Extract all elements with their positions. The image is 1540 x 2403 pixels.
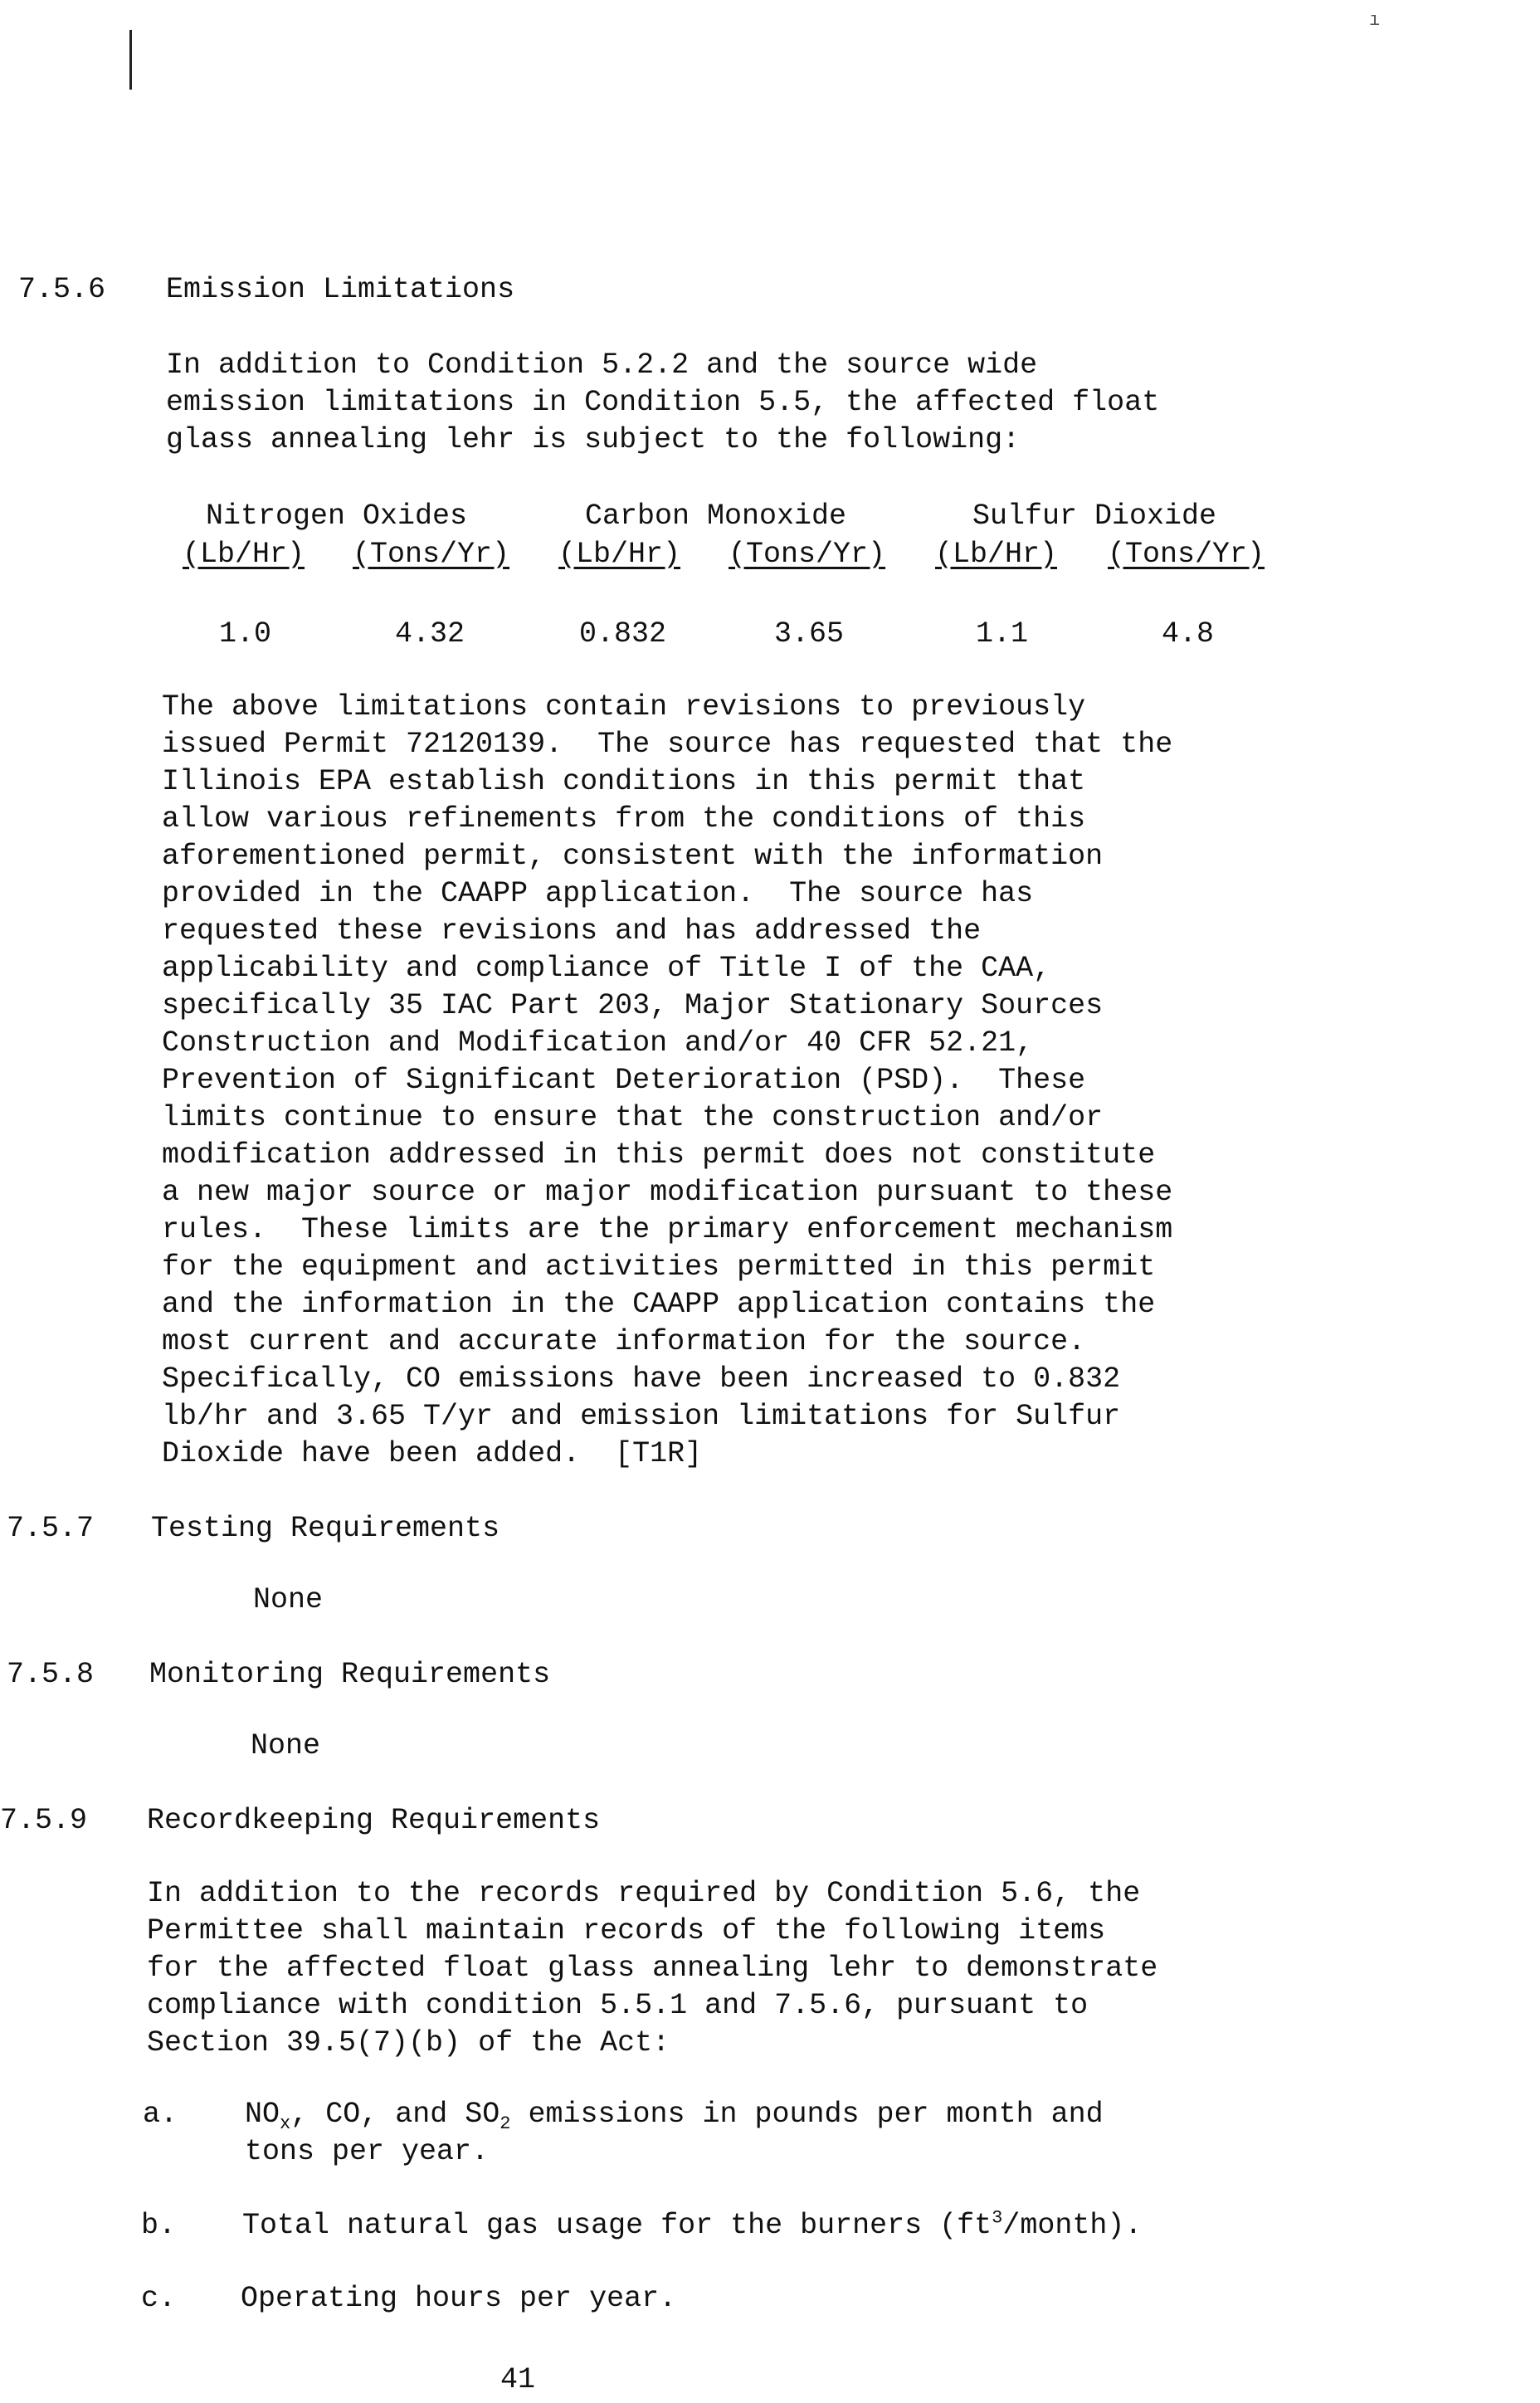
text-line: aforementioned permit, consistent with the information <box>162 840 1104 873</box>
list-item-a <box>245 2096 1104 2171</box>
section-body-757: None <box>253 1583 324 1616</box>
text-line: compliance with condition 5.5.1 and 7.5.6, pursuant to <box>147 1989 1089 2022</box>
revision-paragraph-756 <box>162 689 1172 1473</box>
list-item-letter: c. <box>141 2282 177 2315</box>
text-line: for the equipment and activities permitted in this permit <box>162 1250 1156 1284</box>
section-number-758: 7.5.8 <box>7 1658 95 1691</box>
item-text: /month). <box>1002 2209 1143 2242</box>
text-line: Dioxide have been added. [T1R] <box>162 1437 703 1470</box>
section-heading-759: Recordkeeping Requirements <box>147 1804 601 1837</box>
section-number-756: 7.5.6 <box>18 273 106 306</box>
text-line: limits continue to ensure that the construction and/or <box>162 1101 1104 1134</box>
section-number-759: 7.5.9 <box>0 1804 88 1837</box>
group-header-sulfur-dioxide: Sulfur Dioxide <box>972 500 1217 533</box>
value-cell: 0.832 <box>579 617 667 651</box>
text-line: glass annealing lehr is subject to the following: <box>166 423 1021 456</box>
group-header-carbon-monoxide: Carbon Monoxide <box>585 500 847 533</box>
text-line: In addition to Condition 5.2.2 and the source wide <box>166 349 1038 382</box>
top-right-tick: ı <box>1369 10 1381 31</box>
value-cell: 1.0 <box>219 617 272 651</box>
text-line: Specifically, CO emissions have been increased to 0.832 <box>162 1362 1121 1396</box>
nox-label: NO <box>245 2098 280 2131</box>
list-item-letter: b. <box>141 2209 177 2242</box>
unit-header: (Lb/Hr) <box>935 538 1058 571</box>
group-header-nitrogen-oxides: Nitrogen Oxides <box>206 500 468 533</box>
unit-header: (Lb/Hr) <box>183 538 305 571</box>
value-cell: 4.8 <box>1162 617 1215 651</box>
text-line: issued Permit 72120139. The source has requested that the <box>162 728 1173 761</box>
section-body-758: None <box>251 1729 321 1762</box>
nox-subscript: x <box>280 2113 291 2134</box>
text-line <box>245 2096 1104 2133</box>
text-line: tons per year. <box>245 2135 490 2168</box>
value-cell: 3.65 <box>774 617 845 651</box>
text-line: Construction and Modification and/or 40 CFR 52.21, <box>162 1026 1034 1060</box>
text-line: applicability and compliance of Title I of the CAA, <box>162 952 1051 985</box>
section-heading-758: Monitoring Requirements <box>149 1658 551 1691</box>
emission-limits-table <box>166 498 1294 651</box>
text-line: Prevention of Significant Deterioration (PSD). These <box>162 1064 1086 1097</box>
text-line: allow various refinements from the conditions of this <box>162 802 1086 836</box>
list-item-letter: a. <box>143 2098 178 2131</box>
cubic-superscript: 3 <box>992 2207 1003 2229</box>
text-line: specifically 35 IAC Part 203, Major Stationary Sources <box>162 989 1104 1022</box>
item-text: Total natural gas usage for the burners (ft <box>242 2209 992 2242</box>
list-item-c: Operating hours per year. <box>241 2282 677 2315</box>
intro-paragraph-759 <box>147 1875 1157 2062</box>
item-text: emissions in pounds per month and <box>510 2098 1104 2131</box>
text-line: and the information in the CAAPP application contains the <box>162 1288 1156 1321</box>
unit-header: (Tons/Yr) <box>729 538 886 571</box>
text-line: rules. These limits are the primary enforcement mechanism <box>162 1213 1173 1246</box>
unit-header: (Tons/Yr) <box>353 538 510 571</box>
page-number: 41 <box>500 2363 536 2396</box>
text-line <box>242 2207 1142 2245</box>
text-line: most current and accurate information for the source. <box>162 1325 1086 1358</box>
section-heading-756: Emission Limitations <box>166 273 515 306</box>
unit-header: (Tons/Yr) <box>1108 538 1265 571</box>
value-cell: 4.32 <box>395 617 465 651</box>
text-line: requested these revisions and has addressed the <box>162 914 982 948</box>
co-so2-label: , CO, and SO <box>290 2098 500 2131</box>
list-item-b <box>242 2207 1142 2245</box>
text-line: provided in the CAAPP application. The source has <box>162 877 1034 910</box>
text-line: In addition to the records required by Condition 5.6, the <box>147 1877 1141 1910</box>
text-line: modification addressed in this permit does not constitute <box>162 1138 1156 1172</box>
text-line: emission limitations in Condition 5.5, the affected float <box>166 386 1160 419</box>
text-line: Permittee shall maintain records of the following items <box>147 1914 1106 1947</box>
section-heading-757: Testing Requirements <box>151 1512 500 1545</box>
intro-paragraph-756 <box>166 347 1159 459</box>
section-number-757: 7.5.7 <box>7 1512 95 1545</box>
left-margin-bar <box>129 30 132 90</box>
text-line: for the affected float glass annealing lehr to demonstrate <box>147 1952 1158 1985</box>
unit-header: (Lb/Hr) <box>558 538 681 571</box>
text-line: Illinois EPA establish conditions in this permit that <box>162 765 1086 798</box>
value-cell: 1.1 <box>976 617 1029 651</box>
text-line: The above limitations contain revisions to previously <box>162 690 1086 724</box>
so2-subscript: 2 <box>500 2113 511 2134</box>
text-line: lb/hr and 3.65 T/yr and emission limitations for Sulfur <box>162 1400 1121 1433</box>
text-line: a new major source or major modification pursuant to these <box>162 1176 1173 1209</box>
text-line: Section 39.5(7)(b) of the Act: <box>147 2026 670 2059</box>
